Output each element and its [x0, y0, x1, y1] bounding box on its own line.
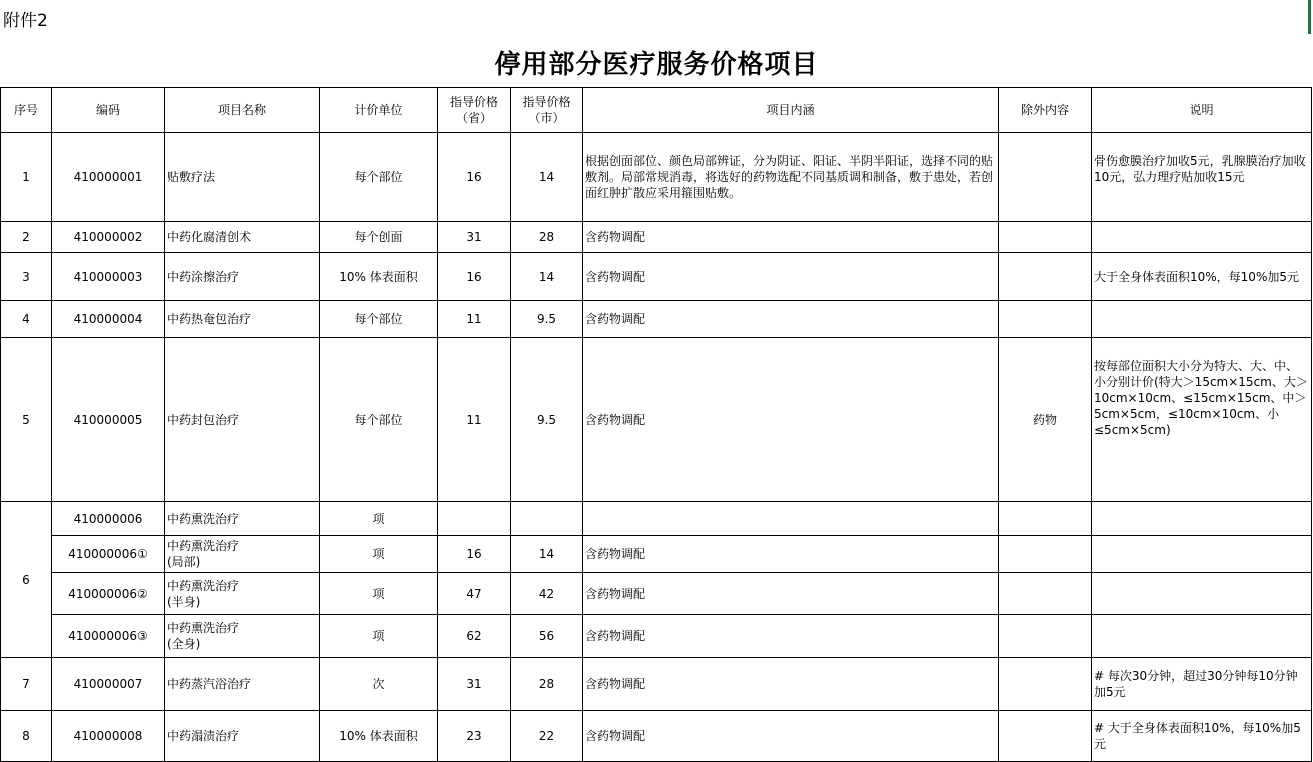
header-content: 项目内涵	[583, 88, 999, 133]
cell-price-city: 14	[511, 253, 583, 301]
page-title: 停用部分医疗服务价格项目	[494, 50, 819, 80]
cell-content	[583, 502, 999, 536]
header-price-prov-line2: （省）	[455, 111, 492, 125]
cell-unit: 项	[320, 615, 438, 658]
header-price-prov-line1: 指导价格	[449, 95, 498, 109]
cell-code: 410000006③	[52, 615, 165, 658]
cell-unit: 次	[320, 658, 438, 711]
cell-desc	[1092, 536, 1312, 573]
cell-content: 含药物调配	[583, 301, 999, 338]
header-price-city-line2: （市）	[528, 111, 565, 125]
cell-unit: 项	[320, 573, 438, 615]
cell-except	[999, 502, 1092, 536]
table-row	[1, 133, 1312, 222]
cell-unit: 每个创面	[320, 222, 438, 253]
cell-price-city: 14	[511, 133, 583, 222]
table-row	[1, 658, 1312, 711]
cell-name-line2: (半身)	[167, 594, 201, 609]
cell-code: 410000004	[52, 301, 165, 338]
header-price-city-line1: 指导价格	[522, 95, 571, 109]
cell-price-prov: 16	[438, 133, 511, 222]
cell-code: 410000006②	[52, 573, 165, 615]
cell-seq: 6	[1, 502, 52, 658]
cell-name-line1: 中药熏洗治疗	[167, 578, 240, 593]
cell-seq: 2	[1, 222, 52, 253]
cell-price-prov: 23	[438, 711, 511, 762]
cell-price-city	[511, 502, 583, 536]
cell-name: 中药溻渍治疗	[165, 711, 320, 762]
cell-code: 410000002	[52, 222, 165, 253]
cell-content: 含药物调配	[583, 615, 999, 658]
cell-name: 中药化腐清创术	[165, 222, 320, 253]
cell-price-city: 9.5	[511, 301, 583, 338]
cell-code: 410000006	[52, 502, 165, 536]
cell-unit: 每个部位	[320, 338, 438, 502]
cell-content: 含药物调配	[583, 536, 999, 573]
cell-except: 药物	[999, 338, 1092, 502]
cell-name	[165, 615, 320, 658]
header-name: 项目名称	[165, 88, 320, 133]
header-price-prov	[438, 88, 511, 133]
cell-content: 含药物调配	[583, 253, 999, 301]
cell-name-line1: 中药熏洗治疗	[167, 539, 240, 553]
cell-except	[999, 615, 1092, 658]
cell-price-city: 22	[511, 711, 583, 762]
table-row	[1, 253, 1312, 301]
cell-except	[999, 573, 1092, 615]
cell-price-city: 9.5	[511, 338, 583, 502]
cell-code: 410000001	[52, 133, 165, 222]
cell-price-city: 28	[511, 658, 583, 711]
cell-seq: 5	[1, 338, 52, 502]
cell-unit: 项	[320, 536, 438, 573]
cell-name: 贴敷疗法	[165, 133, 320, 222]
price-table	[0, 87, 1312, 762]
cell-desc: # 每次30分钟，超过30分钟每10分钟加5元	[1092, 658, 1312, 711]
cell-desc	[1092, 615, 1312, 658]
cell-code: 410000008	[52, 711, 165, 762]
cell-unit: 10% 体表面积	[320, 711, 438, 762]
table-row	[1, 222, 1312, 253]
header-unit: 计价单位	[320, 88, 438, 133]
cell-seq: 8	[1, 711, 52, 762]
attachment-label: 附件2	[3, 11, 48, 31]
cell-except	[999, 536, 1092, 573]
cell-name-line2: (全身)	[167, 637, 201, 651]
cell-seq: 3	[1, 253, 52, 301]
cell-except	[999, 253, 1092, 301]
cell-name	[165, 573, 320, 615]
cell-name: 中药封包治疗	[165, 338, 320, 502]
table-row	[1, 338, 1312, 502]
cell-price-prov: 16	[438, 253, 511, 301]
cell-desc	[1092, 301, 1312, 338]
cell-code: 410000003	[52, 253, 165, 301]
cell-desc: 骨伤愈膜治疗加收5元，乳腺膜治疗加收10元，弘力理疗贴加收15元	[1092, 133, 1312, 222]
cell-except	[999, 222, 1092, 253]
cell-seq: 4	[1, 301, 52, 338]
cell-desc: # 大于全身体表面积10%，每10%加5元	[1092, 711, 1312, 762]
header-except: 除外内容	[999, 88, 1092, 133]
cell-seq: 1	[1, 133, 52, 222]
cell-unit: 每个部位	[320, 133, 438, 222]
cell-content: 含药物调配	[583, 573, 999, 615]
table-row	[1, 711, 1312, 762]
cell-name-line2: (局部)	[167, 555, 201, 569]
cell-except	[999, 301, 1092, 338]
cell-name	[165, 536, 320, 573]
cell-price-prov: 62	[438, 615, 511, 658]
header-desc: 说明	[1092, 88, 1312, 133]
cell-content: 根据创面部位、颜色局部辨证，分为阴证、阳证、半阴半阳证，选择不同的贴敷剂。局部常规消毒，将选好的药物选配不同基质调和制备，敷于患处，若创面红肿扩散应采用箍围贴敷。	[583, 133, 999, 222]
cell-desc: 按每部位面积大小分为特大、大、中、小分别计价(特大＞15cm×15cm、大＞10cm×10cm、≤15cm×15cm、中＞5cm×5cm，≤10cm×10cm、小≤5cm×5cm)	[1092, 338, 1312, 502]
header-code: 编码	[52, 88, 165, 133]
cell-code: 410000007	[52, 658, 165, 711]
cell-price-prov: 11	[438, 338, 511, 502]
cell-price-prov: 31	[438, 658, 511, 711]
cell-price-city: 56	[511, 615, 583, 658]
cell-content: 含药物调配	[583, 338, 999, 502]
cell-name: 中药热奄包治疗	[165, 301, 320, 338]
cell-name: 中药涂擦治疗	[165, 253, 320, 301]
cell-content: 含药物调配	[583, 658, 999, 711]
table-row	[1, 615, 1312, 658]
sheet-edge-marker	[1308, 0, 1311, 34]
cell-price-city: 42	[511, 573, 583, 615]
header-row	[1, 88, 1312, 133]
cell-price-city: 28	[511, 222, 583, 253]
cell-desc: 大于全身体表面积10%，每10%加5元	[1092, 253, 1312, 301]
cell-name: 中药熏洗治疗	[165, 502, 320, 536]
cell-desc	[1092, 222, 1312, 253]
cell-unit: 每个部位	[320, 301, 438, 338]
cell-except	[999, 711, 1092, 762]
cell-desc	[1092, 502, 1312, 536]
table-row	[1, 536, 1312, 573]
cell-except	[999, 133, 1092, 222]
cell-code: 410000005	[52, 338, 165, 502]
table-row	[1, 573, 1312, 615]
cell-desc	[1092, 573, 1312, 615]
cell-name-line1: 中药熏洗治疗	[167, 621, 240, 635]
cell-name: 中药蒸汽浴治疗	[165, 658, 320, 711]
cell-price-prov: 31	[438, 222, 511, 253]
cell-price-prov: 47	[438, 573, 511, 615]
header-price-city	[511, 88, 583, 133]
cell-except	[999, 658, 1092, 711]
cell-price-prov: 11	[438, 301, 511, 338]
cell-code: 410000006①	[52, 536, 165, 573]
table-row	[1, 502, 1312, 536]
cell-price-prov	[438, 502, 511, 536]
cell-content: 含药物调配	[583, 711, 999, 762]
table-row	[1, 301, 1312, 338]
cell-price-prov: 16	[438, 536, 511, 573]
cell-unit: 10% 体表面积	[320, 253, 438, 301]
header-seq: 序号	[1, 88, 52, 133]
cell-unit: 项	[320, 502, 438, 536]
cell-seq: 7	[1, 658, 52, 711]
cell-price-city: 14	[511, 536, 583, 573]
cell-content: 含药物调配	[583, 222, 999, 253]
